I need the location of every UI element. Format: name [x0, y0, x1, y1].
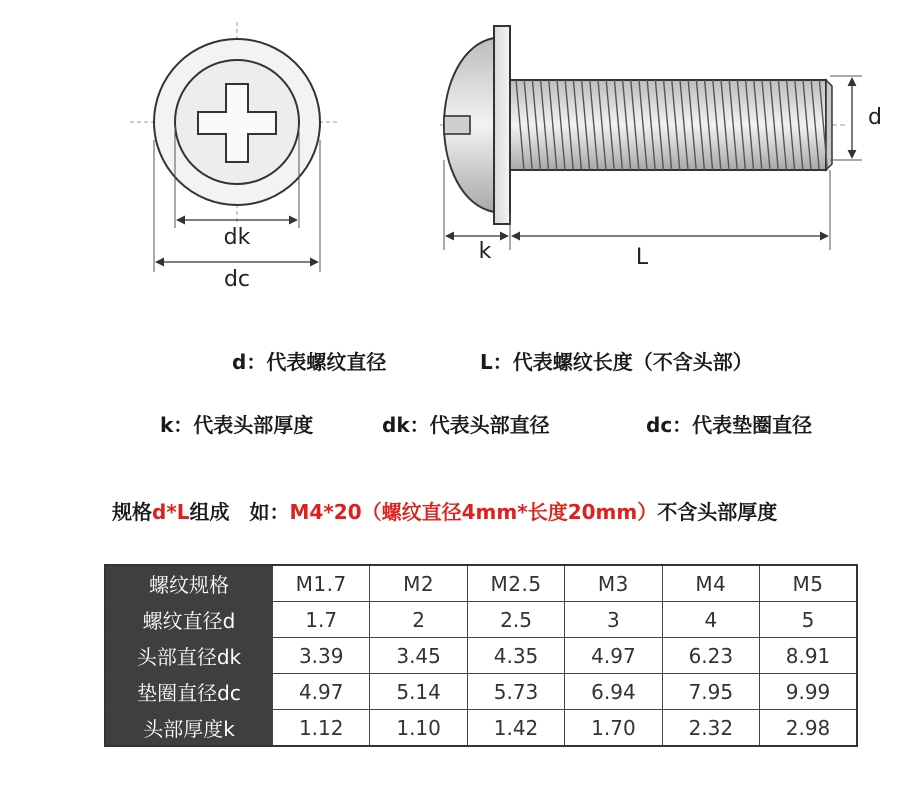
l-label: L	[635, 245, 649, 270]
table-cell: 8.91	[760, 638, 857, 674]
spec-example: M4*20（螺纹直径4mm*长度20mm）	[289, 500, 658, 524]
row-header: 螺纹规格	[105, 565, 273, 602]
legend-l: L：代表螺纹长度（不含头部）	[480, 350, 753, 374]
legend-k: k：代表头部厚度	[160, 413, 314, 437]
spec-prefix: 规格	[112, 500, 152, 524]
table-cell: 5.14	[370, 674, 467, 710]
screw-side-view	[440, 26, 862, 250]
table-cell: 2.5	[467, 602, 564, 638]
table-cell: 3	[565, 602, 662, 638]
row-header: 头部厚度k	[105, 710, 273, 747]
head-slot	[444, 116, 470, 134]
table-cell: 1.42	[467, 710, 564, 747]
table-cell: M3	[565, 565, 662, 602]
table-cell: 1.12	[273, 710, 370, 747]
legend-d: d：代表螺纹直径	[232, 350, 387, 374]
table-cell: M5	[760, 565, 857, 602]
table-cell: 4.97	[565, 638, 662, 674]
row-header: 头部直径dk	[105, 638, 273, 674]
table-cell: 6.23	[662, 638, 759, 674]
dk-label: dk	[223, 225, 251, 250]
k-label: k	[478, 239, 492, 264]
legend-dc: dc：代表垫圈直径	[646, 413, 813, 437]
spec-formula: d*L	[152, 500, 190, 524]
table-cell: 1.7	[273, 602, 370, 638]
table-cell: 3.45	[370, 638, 467, 674]
row-header: 垫圈直径dc	[105, 674, 273, 710]
table-cell: M4	[662, 565, 759, 602]
screw-diagram	[0, 0, 922, 300]
table-row	[105, 674, 857, 710]
table-cell: 7.95	[662, 674, 759, 710]
table-cell: 4.97	[273, 674, 370, 710]
legend-dk: dk：代表头部直径	[382, 413, 550, 437]
table-cell: M2.5	[467, 565, 564, 602]
table-cell: 1.70	[565, 710, 662, 747]
table-cell: 4.35	[467, 638, 564, 674]
table-row	[105, 602, 857, 638]
table-cell: 5.73	[467, 674, 564, 710]
washer	[494, 26, 510, 224]
table-row	[105, 638, 857, 674]
d-label: d	[868, 105, 882, 130]
row-header: 螺纹直径d	[105, 602, 273, 638]
spec-middle: 组成 如：	[189, 500, 290, 524]
spec-line	[112, 496, 777, 525]
table-row	[105, 565, 857, 602]
spec-suffix: 不含头部厚度	[657, 500, 778, 524]
table-cell: 2.32	[662, 710, 759, 747]
table-cell: 5	[760, 602, 857, 638]
table-cell: 1.10	[370, 710, 467, 747]
table-cell: 3.39	[273, 638, 370, 674]
table-row	[105, 710, 857, 747]
spec-table	[104, 564, 858, 747]
table-cell: M1.7	[273, 565, 370, 602]
table-cell: 2.98	[760, 710, 857, 747]
dc-label: dc	[223, 267, 251, 292]
table-cell: M2	[370, 565, 467, 602]
table-cell: 2	[370, 602, 467, 638]
table-cell: 6.94	[565, 674, 662, 710]
table-cell: 9.99	[760, 674, 857, 710]
table-cell: 4	[662, 602, 759, 638]
